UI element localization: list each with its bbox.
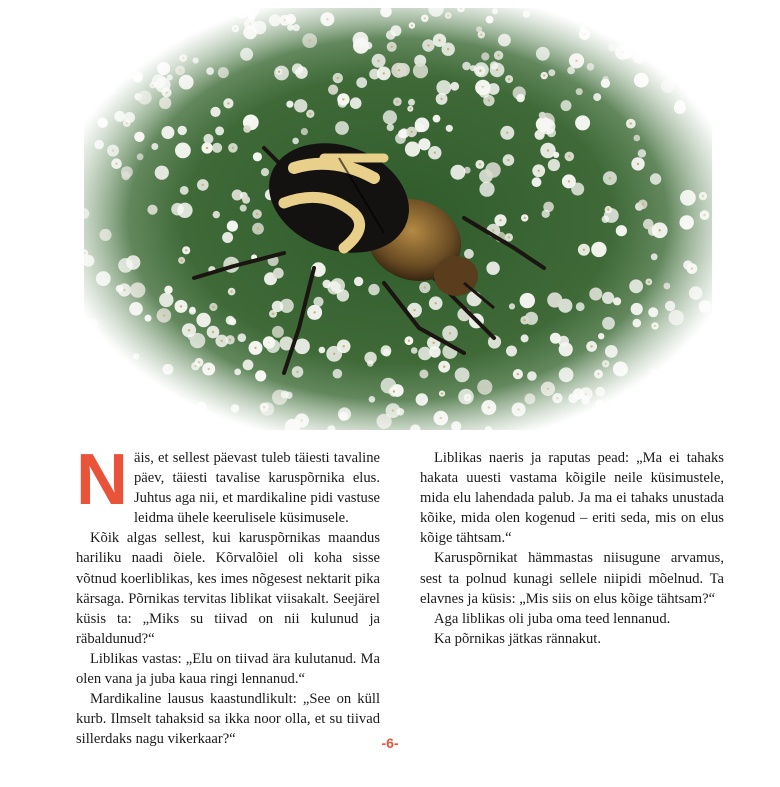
paragraph: Kõik algas sellest, kui karuspõrnikas maandus hariliku naadi õiele. Kõrvalõiel oli koha sisse võtnud koerliblikas, kes imes nõgesest nektarit pika kärsaga. Põrnikas tervitas liblikat viisakalt. Seejärel küsis ta: „Miks su tiivad on nii kulunud ja räbaldunud?“ (76, 530, 380, 647)
paragraph: Aga liblikas oli juba oma teed lennanud. (434, 610, 671, 627)
paragraph: Karuspõrnikat hämmastas niisugune arvamus, sest ta polnud kunagi sellele niipidi mõelnud. Ta elavnes ja küsis: „Mis siis on elus kõige tähtsam?“ (420, 550, 724, 607)
left-column (76, 440, 380, 749)
drop-cap: N (76, 440, 128, 520)
paragraph: Mardikaline lausus kaastundlikult: „See on küll kurb. Ilmselt tahaksid sa ikka noor olla, et su tiivad sillerdaks nagu vikerkaar?“ (76, 691, 380, 748)
paragraph: Liblikas naeris ja raputas pead: „Ma ei tahaks hakata uuesti vastama kõigile neile küsimustele, mida elu lahendada palub. Ja ma ei tahaks unustada kõike, mida olen kogenud – eriti seda, mis on elus kõige tähtsam.“ (420, 450, 724, 547)
right-column (420, 448, 724, 649)
paragraph: Liblikas vastas: „Elu on tiivad ära kulutanud. Ma olen vana ja juba kaua ringi lennanud.“ (76, 650, 380, 688)
paragraph: Ka põrnikas jätkas rännakut. (434, 630, 601, 647)
paragraph: Näis, et sellest päevast tuleb täiesti tavaline päev, täiesti tavalise karuspõrnika elus. Juhtus aga nii, et mardikaline pidi vastuse leidma ühele keerulisele küsimusele. (76, 440, 380, 527)
page-number: -6- (381, 735, 399, 751)
beetle-photo (84, 8, 712, 430)
